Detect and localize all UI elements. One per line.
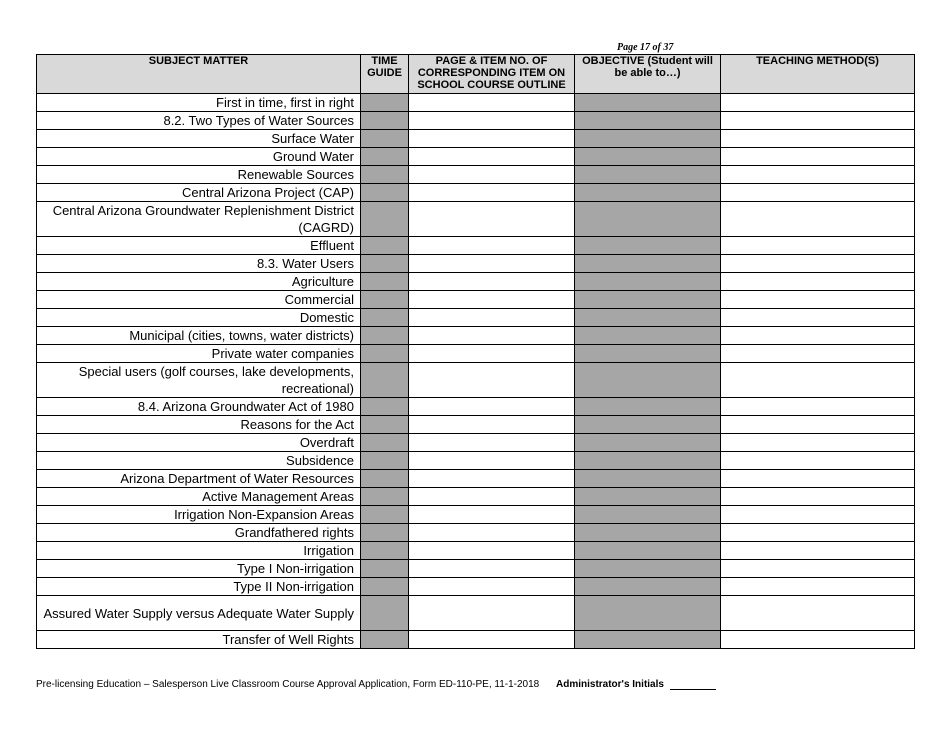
table-row — [37, 434, 915, 452]
time-guide-cell[interactable] — [361, 542, 409, 560]
page-item-cell[interactable] — [409, 631, 575, 649]
page-item-cell[interactable] — [409, 560, 575, 578]
page-number: Page 17 of 37 — [617, 42, 674, 53]
teaching-method-cell[interactable] — [721, 506, 915, 524]
teaching-method-cell[interactable] — [721, 398, 915, 416]
teaching-method-cell[interactable] — [721, 363, 915, 398]
objective-cell[interactable] — [575, 345, 721, 363]
time-guide-cell[interactable] — [361, 524, 409, 542]
objective-cell[interactable] — [575, 488, 721, 506]
page-item-cell[interactable] — [409, 398, 575, 416]
time-guide-cell[interactable] — [361, 309, 409, 327]
table-row — [37, 273, 915, 291]
page-item-cell[interactable] — [409, 255, 575, 273]
time-guide-cell[interactable] — [361, 434, 409, 452]
teaching-method-cell[interactable] — [721, 112, 915, 130]
objective-cell[interactable] — [575, 327, 721, 345]
time-guide-cell[interactable] — [361, 237, 409, 255]
time-guide-cell[interactable] — [361, 94, 409, 112]
table-row — [37, 470, 915, 488]
page-item-cell[interactable] — [409, 596, 575, 631]
table-row — [37, 237, 915, 255]
table-row — [37, 327, 915, 345]
page-item-cell[interactable] — [409, 578, 575, 596]
table-row — [37, 631, 915, 649]
page-item-cell[interactable] — [409, 542, 575, 560]
header-time-guide: TIME GUIDE — [361, 55, 409, 94]
time-guide-cell[interactable] — [361, 166, 409, 184]
time-guide-cell[interactable] — [361, 452, 409, 470]
subject-matter-cell: Transfer of Well Rights — [37, 631, 361, 649]
objective-cell[interactable] — [575, 398, 721, 416]
table-row — [37, 363, 915, 398]
table-row — [37, 488, 915, 506]
teaching-method-cell[interactable] — [721, 470, 915, 488]
teaching-method-cell[interactable] — [721, 273, 915, 291]
subject-matter-cell: 8.2. Two Types of Water Sources — [37, 112, 361, 130]
table-row — [37, 112, 915, 130]
page-item-cell[interactable] — [409, 434, 575, 452]
table-row — [37, 130, 915, 148]
teaching-method-cell[interactable] — [721, 631, 915, 649]
table-row — [37, 255, 915, 273]
objective-cell[interactable] — [575, 291, 721, 309]
time-guide-cell[interactable] — [361, 578, 409, 596]
objective-cell[interactable] — [575, 596, 721, 631]
footer-initials-label: Administrator's Initials — [556, 679, 664, 690]
objective-cell[interactable] — [575, 184, 721, 202]
table-row — [37, 578, 915, 596]
objective-cell[interactable] — [575, 202, 721, 237]
table-row — [37, 202, 915, 237]
subject-matter-cell: Type II Non-irrigation — [37, 578, 361, 596]
teaching-method-cell[interactable] — [721, 488, 915, 506]
objective-cell[interactable] — [575, 578, 721, 596]
subject-matter-cell: Overdraft — [37, 434, 361, 452]
footer — [36, 679, 716, 690]
table-row — [37, 506, 915, 524]
subject-matter-cell: Commercial — [37, 291, 361, 309]
objective-cell[interactable] — [575, 452, 721, 470]
teaching-method-cell[interactable] — [721, 560, 915, 578]
table-row — [37, 416, 915, 434]
teaching-method-cell[interactable] — [721, 255, 915, 273]
subject-matter-cell: Special users (golf courses, lake developments, recreational) — [37, 363, 361, 398]
teaching-method-cell[interactable] — [721, 237, 915, 255]
footer-form-text: Pre-licensing Education – Salesperson Live Classroom Course Approval Application, Form ED-110-PE, 11-1-2018 — [36, 679, 540, 690]
teaching-method-cell[interactable] — [721, 345, 915, 363]
objective-cell[interactable] — [575, 434, 721, 452]
time-guide-cell[interactable] — [361, 416, 409, 434]
header-objective: OBJECTIVE (Student will be able to…) — [575, 55, 721, 94]
time-guide-cell[interactable] — [361, 506, 409, 524]
teaching-method-cell[interactable] — [721, 524, 915, 542]
subject-matter-cell: Type I Non-irrigation — [37, 560, 361, 578]
objective-cell[interactable] — [575, 416, 721, 434]
table-row — [37, 345, 915, 363]
subject-matter-cell: Grandfathered rights — [37, 524, 361, 542]
time-guide-cell[interactable] — [361, 488, 409, 506]
page-item-cell[interactable] — [409, 237, 575, 255]
teaching-method-cell[interactable] — [721, 416, 915, 434]
objective-cell[interactable] — [575, 94, 721, 112]
time-guide-cell[interactable] — [361, 184, 409, 202]
table-row — [37, 94, 915, 112]
teaching-method-cell[interactable] — [721, 309, 915, 327]
teaching-method-cell[interactable] — [721, 452, 915, 470]
subject-matter-cell: Effluent — [37, 237, 361, 255]
time-guide-cell[interactable] — [361, 470, 409, 488]
objective-cell[interactable] — [575, 255, 721, 273]
teaching-method-cell[interactable] — [721, 434, 915, 452]
objective-cell[interactable] — [575, 631, 721, 649]
time-guide-cell[interactable] — [361, 631, 409, 649]
page-item-cell[interactable] — [409, 416, 575, 434]
subject-matter-cell: Active Management Areas — [37, 488, 361, 506]
teaching-method-cell[interactable] — [721, 184, 915, 202]
subject-matter-cell: Ground Water — [37, 148, 361, 166]
table-row — [37, 542, 915, 560]
subject-matter-cell: 8.3. Water Users — [37, 255, 361, 273]
page-item-cell[interactable] — [409, 309, 575, 327]
time-guide-cell[interactable] — [361, 596, 409, 631]
subject-matter-cell: Private water companies — [37, 345, 361, 363]
page-item-cell[interactable] — [409, 184, 575, 202]
subject-matter-cell: Surface Water — [37, 130, 361, 148]
table-row — [37, 184, 915, 202]
teaching-method-cell[interactable] — [721, 327, 915, 345]
table-row — [37, 524, 915, 542]
teaching-method-cell[interactable] — [721, 94, 915, 112]
teaching-method-cell[interactable] — [721, 542, 915, 560]
teaching-method-cell[interactable] — [721, 578, 915, 596]
page-item-cell[interactable] — [409, 291, 575, 309]
teaching-method-cell[interactable] — [721, 596, 915, 631]
page-item-cell[interactable] — [409, 94, 575, 112]
page-item-cell[interactable] — [409, 488, 575, 506]
initials-signature-line[interactable] — [670, 689, 716, 690]
teaching-method-cell[interactable] — [721, 148, 915, 166]
time-guide-cell[interactable] — [361, 345, 409, 363]
teaching-method-cell[interactable] — [721, 130, 915, 148]
subject-matter-cell: Municipal (cities, towns, water districts) — [37, 327, 361, 345]
header-row — [37, 55, 915, 94]
objective-cell[interactable] — [575, 237, 721, 255]
page-item-cell[interactable] — [409, 273, 575, 291]
teaching-method-cell[interactable] — [721, 202, 915, 237]
subject-matter-cell: Central Arizona Project (CAP) — [37, 184, 361, 202]
subject-matter-cell: Assured Water Supply versus Adequate Water Supply — [37, 596, 361, 631]
page-item-cell[interactable] — [409, 327, 575, 345]
subject-matter-cell: 8.4. Arizona Groundwater Act of 1980 — [37, 398, 361, 416]
table-row — [37, 398, 915, 416]
table-row — [37, 166, 915, 184]
time-guide-cell[interactable] — [361, 291, 409, 309]
page-item-cell[interactable] — [409, 470, 575, 488]
subject-matter-cell: Irrigation — [37, 542, 361, 560]
page-item-cell[interactable] — [409, 452, 575, 470]
time-guide-cell[interactable] — [361, 560, 409, 578]
page-item-cell[interactable] — [409, 148, 575, 166]
header-teaching-methods: TEACHING METHOD(S) — [721, 55, 915, 94]
table-row — [37, 560, 915, 578]
time-guide-cell[interactable] — [361, 363, 409, 398]
page-item-cell[interactable] — [409, 202, 575, 237]
objective-cell[interactable] — [575, 309, 721, 327]
page-item-cell[interactable] — [409, 506, 575, 524]
table-row — [37, 596, 915, 631]
teaching-method-cell[interactable] — [721, 291, 915, 309]
table-row — [37, 148, 915, 166]
subject-matter-cell: Arizona Department of Water Resources — [37, 470, 361, 488]
time-guide-cell[interactable] — [361, 398, 409, 416]
objective-cell[interactable] — [575, 542, 721, 560]
page-item-cell[interactable] — [409, 130, 575, 148]
subject-matter-cell: First in time, first in right — [37, 94, 361, 112]
objective-cell[interactable] — [575, 524, 721, 542]
subject-matter-cell: Reasons for the Act — [37, 416, 361, 434]
objective-cell[interactable] — [575, 166, 721, 184]
table-row — [37, 452, 915, 470]
objective-cell[interactable] — [575, 273, 721, 291]
objective-cell[interactable] — [575, 506, 721, 524]
table-row — [37, 309, 915, 327]
subject-matter-cell: Agriculture — [37, 273, 361, 291]
objective-cell[interactable] — [575, 130, 721, 148]
header-page-item: PAGE & ITEM NO. OF CORRESPONDING ITEM ON SCHOOL COURSE OUTLINE — [409, 55, 575, 94]
objective-cell[interactable] — [575, 112, 721, 130]
subject-matter-cell: Irrigation Non-Expansion Areas — [37, 506, 361, 524]
time-guide-cell[interactable] — [361, 273, 409, 291]
objective-cell[interactable] — [575, 148, 721, 166]
time-guide-cell[interactable] — [361, 202, 409, 237]
course-outline-table — [36, 54, 915, 649]
page-item-cell[interactable] — [409, 166, 575, 184]
objective-cell[interactable] — [575, 560, 721, 578]
objective-cell[interactable] — [575, 363, 721, 398]
subject-matter-cell: Subsidence — [37, 452, 361, 470]
page-item-cell[interactable] — [409, 345, 575, 363]
objective-cell[interactable] — [575, 470, 721, 488]
time-guide-cell[interactable] — [361, 130, 409, 148]
subject-matter-cell: Renewable Sources — [37, 166, 361, 184]
page-item-cell[interactable] — [409, 112, 575, 130]
time-guide-cell[interactable] — [361, 327, 409, 345]
time-guide-cell[interactable] — [361, 148, 409, 166]
time-guide-cell[interactable] — [361, 255, 409, 273]
page-item-cell[interactable] — [409, 524, 575, 542]
time-guide-cell[interactable] — [361, 112, 409, 130]
teaching-method-cell[interactable] — [721, 166, 915, 184]
header-subject-matter: SUBJECT MATTER — [37, 55, 361, 94]
subject-matter-cell: Domestic — [37, 309, 361, 327]
table-row — [37, 291, 915, 309]
subject-matter-cell: Central Arizona Groundwater Replenishment District (CAGRD) — [37, 202, 361, 237]
page-item-cell[interactable] — [409, 363, 575, 398]
